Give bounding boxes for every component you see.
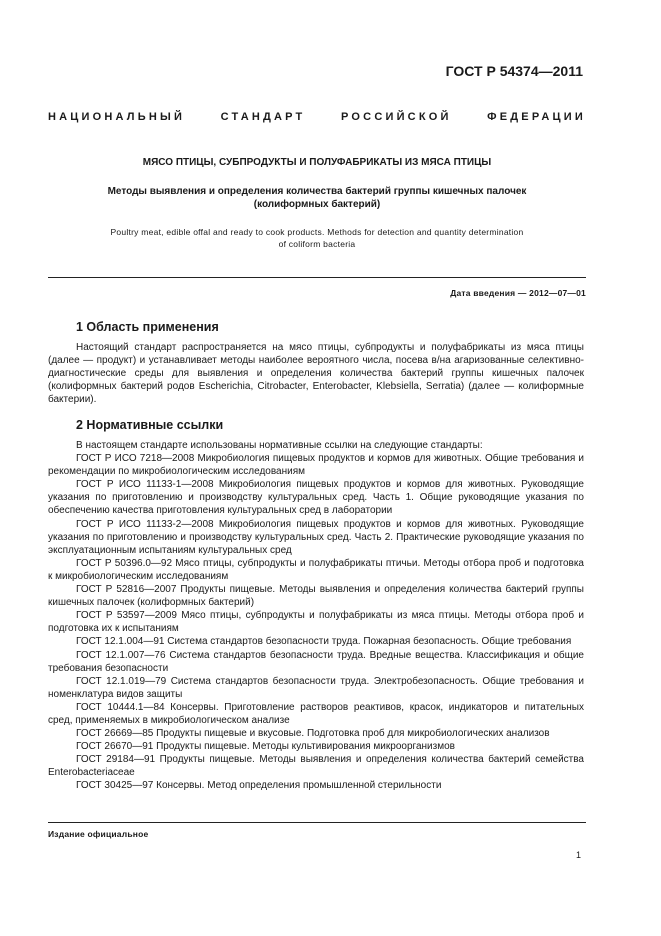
reference-intro: В настоящем стандарте использованы нормативные ссылки на следующие стандарты: [76,440,483,451]
reference-item: ГОСТ Р ИСО 7218—2008 Микробиология пищевых продуктов и кормов для животных. Общие требования и рекомендации по микробиологическим исследованиям [48,453,584,478]
official-edition-label: Издание официальное [48,829,149,839]
reference-item: ГОСТ Р ИСО 11133-2—2008 Микробиология пищевых продуктов и кормов для животных. Руководящие указания по приготовлению и производству культуральных сред. Часть 2. Практические руководящие указания по эксплуатационным испытаниям культуральных сред [48,518,584,556]
subtitle-line-2: (колиформных бактерий) [253,199,381,210]
reference-item: ГОСТ Р ИСО 11133-1—2008 Микробиология пищевых продуктов и кормов для животных. Руководящие указания по приготовлению и производству культуральных сред. Часть 1. Общие руководящие указания по обеспечению качества приготовления культуральных сред в лаборатории [48,479,584,517]
document-subtitle [70,185,564,211]
english-title [70,226,564,250]
section-1-text: Настоящий стандарт распространяется на мясо птицы, субпродукты и полуфабрикаты из мяса птицы (далее — продукт) и устанавливает методы наиболее вероятного числа, посева в/на агаризованные селективно-диагностические среды для выявления и определения количества бактерий группы кишечных палочек (колиформных бактерий родов Escherichia, Citrobacter, Enterobacter, Klebsiella, Serratia) (далее — колиформные бактерии). [48,342,584,406]
document-code: ГОСТ Р 54374—2011 [445,63,583,79]
introduction-date: Дата введения — 2012—07—01 [450,288,586,298]
reference-item: ГОСТ 30425—97 Консервы. Метод определения промышленной стерильности [76,780,442,792]
reference-item: ГОСТ Р 50396.0—92 Мясо птицы, субпродукты и полуфабрикаты птичьи. Методы отбора проб и подготовка к микробиологическим исследованиям [48,557,584,582]
english-title-line-2: of coliform bacteria [278,239,356,249]
section-2-heading: 2 Нормативные ссылки [76,418,224,432]
reference-item: ГОСТ 26670—91 Продукты пищевые. Методы культивирования микроорганизмов [76,741,455,753]
english-title-line-1: Poultry meat, edible offal and ready to cook products. Methods for detection and quantity determination [110,227,524,237]
reference-item: ГОСТ 12.1.019—79 Система стандартов безопасности труда. Электробезопасность. Общие требования и номенклатура видов защиты [48,675,584,700]
reference-item: ГОСТ 10444.1—84 Консервы. Приготовление растворов реактивов, красок, индикаторов и питательных сред, применяемых в микробиологическом анализе [48,701,584,726]
page-number: 1 [575,850,581,860]
divider-top [48,277,586,278]
reference-item: ГОСТ Р 52816—2007 Продукты пищевые. Методы выявления и определения количества бактерий группы кишечных палочек (колиформных бактерий) [48,584,584,609]
reference-item: ГОСТ 26669—85 Продукты пищевые и вкусовые. Подготовка проб для микробиологических анализов [76,728,550,740]
document-title: МЯСО ПТИЦЫ, СУБПРОДУКТЫ И ПОЛУФАБРИКАТЫ ИЗ МЯСА ПТИЦЫ [142,157,492,168]
normative-references-list [48,439,584,793]
subtitle-line-1: Методы выявления и определения количества бактерий группы кишечных палочек [107,186,527,197]
section-1-heading: 1 Область применения [76,320,219,334]
reference-item: ГОСТ 29184—91 Продукты пищевые. Методы выявления и определения количества бактерий семейства Enterobacteriaceae [48,754,584,779]
reference-item: ГОСТ 12.1.007—76 Система стандартов безопасности труда. Вредные вещества. Классификация и общие требования безопасности [48,649,584,674]
divider-footer [48,822,586,823]
reference-item: ГОСТ Р 53597—2009 Мясо птицы, субпродукты и полуфабрикаты из мяса птицы. Методы отбора проб и подготовка их к испытаниям [48,610,584,635]
national-standard-banner: НАЦИОНАЛЬНЫЙ СТАНДАРТ РОССИЙСКОЙ ФЕДЕРАЦИИ [48,111,586,123]
reference-item: ГОСТ 12.1.004—91 Система стандартов безопасности труда. Пожарная безопасность. Общие требования [76,636,572,648]
